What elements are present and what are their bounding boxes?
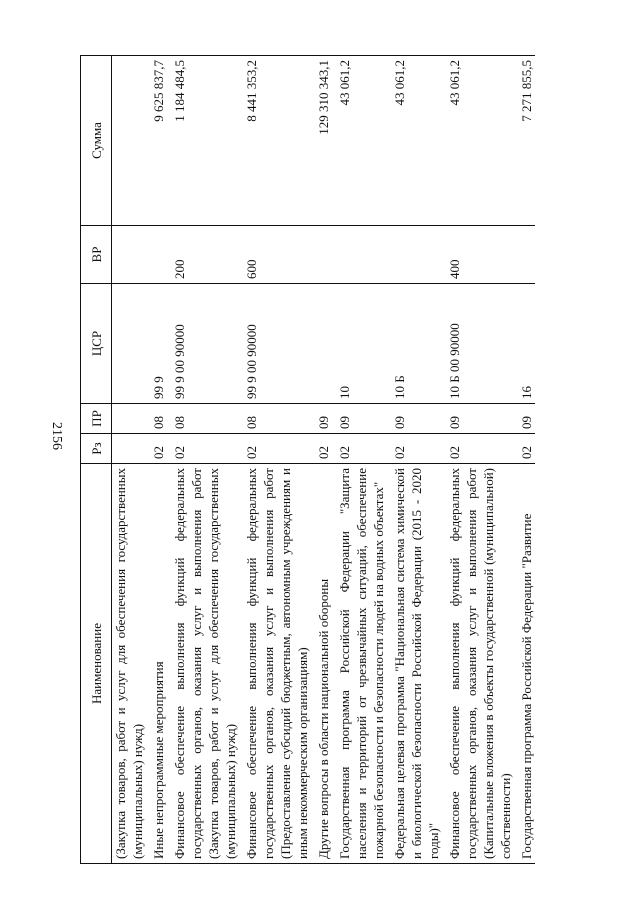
row-name: Финансовое обеспечение выполнения функций федеральных государственных органов, оказания услуг и выполнения работ (Закупка товаров, работ и услуг для обеспечения государственных (муниципальных) нужд) <box>171 464 239 864</box>
row-pr: 09 <box>315 404 332 434</box>
row-rz: 02 <box>518 434 535 464</box>
row-rz <box>112 434 147 464</box>
row-name: Финансовое обеспечение выполнения функций федеральных государственных органов, оказания услуг и выполнения работ (Предоставление субсидий бюджетным, автономным учреждениям и иным некоммерческим организациям) <box>243 464 311 864</box>
row-pr: 08 <box>150 404 167 434</box>
row-rz: 02 <box>391 434 442 464</box>
row-csr <box>112 284 147 404</box>
row-rz: 02 <box>446 434 514 464</box>
table-row <box>391 56 442 864</box>
row-pr: 08 <box>243 404 311 434</box>
row-csr <box>315 284 332 404</box>
row-sum: 9 625 837,7 <box>150 56 167 226</box>
row-name: (Закупка товаров, работ и услуг для обеспечения государственных (муниципальных) нужд) <box>112 464 147 864</box>
row-csr: 10 <box>336 284 387 404</box>
row-csr: 16 <box>518 284 535 404</box>
row-pr: 08 <box>171 404 239 434</box>
row-pr: 09 <box>391 404 442 434</box>
table-header-row <box>81 56 112 864</box>
row-name: Иные непрограммные мероприятия <box>150 464 167 864</box>
row-sum: 43 061,2 <box>336 56 387 226</box>
table-row <box>171 56 239 864</box>
table-row <box>150 56 167 864</box>
row-csr: 99 9 <box>150 284 167 404</box>
row-csr: 10 Б 00 90000 <box>446 284 514 404</box>
table-row <box>446 56 514 864</box>
header-csr: ЦСР <box>81 284 112 404</box>
row-csr: 99 9 00 90000 <box>243 284 311 404</box>
row-vr: 400 <box>446 226 514 284</box>
budget-table <box>80 55 535 864</box>
row-vr <box>391 226 442 284</box>
row-vr <box>315 226 332 284</box>
table-row <box>518 56 535 864</box>
row-vr <box>112 226 147 284</box>
header-vr: ВР <box>81 226 112 284</box>
table-row <box>336 56 387 864</box>
row-pr: 09 <box>446 404 514 434</box>
row-sum: 129 310 343,1 <box>315 56 332 226</box>
row-pr: 09 <box>518 404 535 434</box>
row-sum <box>112 56 147 226</box>
row-sum: 8 441 353,2 <box>243 56 311 226</box>
row-rz: 02 <box>150 434 167 464</box>
row-vr <box>518 226 535 284</box>
row-sum: 43 061,2 <box>391 56 442 226</box>
row-pr: 09 <box>336 404 387 434</box>
row-name: Федеральная целевая программа "Национальная система химической и биологической безопасности Российской Федерации (2015 - 2020 годы)" <box>391 464 442 864</box>
row-sum: 43 061,2 <box>446 56 514 226</box>
row-sum: 7 271 855,5 <box>518 56 535 226</box>
table-row <box>112 56 147 864</box>
header-rz: Рз <box>81 434 112 464</box>
row-vr: 600 <box>243 226 311 284</box>
row-name: Государственная программа Российской Федерации "Развитие <box>518 464 535 864</box>
row-vr <box>150 226 167 284</box>
row-rz: 02 <box>315 434 332 464</box>
row-sum: 1 184 484,5 <box>171 56 239 226</box>
row-vr: 200 <box>171 226 239 284</box>
page-number: 2156 <box>49 422 64 450</box>
row-name: Финансовое обеспечение выполнения функций федеральных государственных органов, оказания услуг и выполнения работ (Капитальные вложения в объекты государственной (муниципальной) собственности) <box>446 464 514 864</box>
row-csr: 10 Б <box>391 284 442 404</box>
table-row <box>315 56 332 864</box>
row-vr <box>336 226 387 284</box>
header-sum: Сумма <box>81 56 112 226</box>
header-pr: ПР <box>81 404 112 434</box>
row-rz: 02 <box>171 434 239 464</box>
rotated-page-content <box>80 56 610 864</box>
row-csr: 99 9 00 90000 <box>171 284 239 404</box>
header-name: Наименование <box>81 464 112 864</box>
row-name: Государственная программа Российской Федерации "Защита населения и территорий от чрезвычайных ситуаций, обеспечение пожарной безопасности и безопасности людей на водных объектах" <box>336 464 387 864</box>
row-rz: 02 <box>336 434 387 464</box>
row-name: Другие вопросы в области национальной обороны <box>315 464 332 864</box>
row-rz: 02 <box>243 434 311 464</box>
row-pr <box>112 404 147 434</box>
table-row <box>243 56 311 864</box>
